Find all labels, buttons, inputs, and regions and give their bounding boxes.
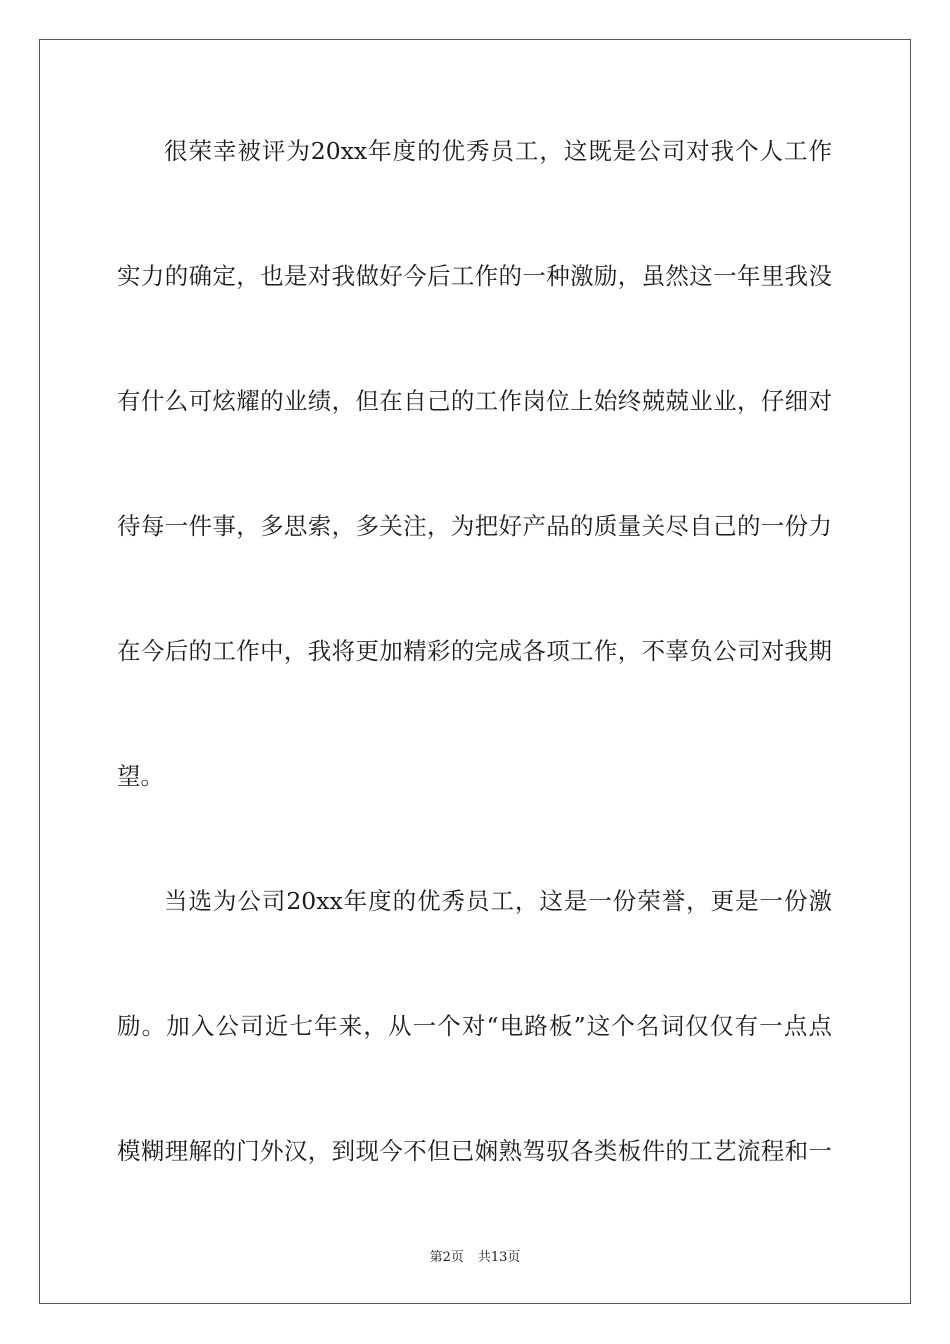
paragraph-line-8: 励。加入公司近七年来，从一个对“电路板”这个名词仅仅有一点点 [117,1012,832,1040]
page-footer [0,1246,950,1265]
page-number: 第2页 [429,1250,464,1265]
paragraph-line-5: 在今后的工作中，我将更加精彩的完成各项工作，不辜负公司对我期 [117,637,832,665]
page-total: 共13页 [477,1250,521,1265]
paragraph-line-3: 有什么可炫耀的业绩，但在自己的工作岗位上始终兢兢业业，仔细对 [117,387,832,415]
paragraph-line-4: 待每一件事，多思索，多关注，为把好产品的质量关尽自己的一份力 [117,512,832,540]
paragraph-line-9: 模糊理解的门外汉，到现今不但已娴熟驾驭各类板件的工艺流程和一 [117,1137,832,1165]
paragraph-line-6: 望。 [117,762,164,790]
paragraph-line-7: 当选为公司20xx年度的优秀员工，这是一份荣誉，更是一份激 [164,887,832,915]
page-border [39,39,911,1304]
paragraph-line-2: 实力的确定，也是对我做好今后工作的一种激励，虽然这一年里我没 [117,262,832,290]
paragraph-line-1: 很荣幸被评为20xx年度的优秀员工，这既是公司对我个人工作 [164,137,832,165]
